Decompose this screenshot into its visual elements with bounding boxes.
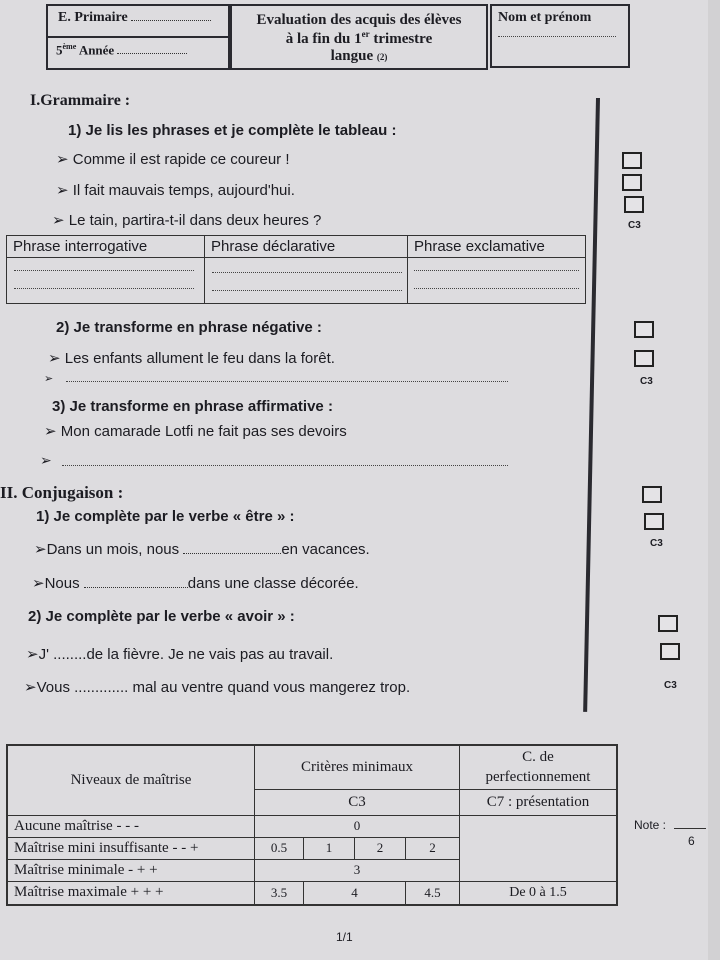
arrow-icon: ➢: [40, 452, 52, 468]
sentence-2-text: Il fait mauvais temps, aujourd'hui.: [72, 182, 295, 199]
affirmative-sentence-text: Mon camarade Lotfi ne fait pas ses devoirs: [60, 423, 347, 440]
conjugaison-q1: 1) Je complète par le verbe « être » :: [36, 508, 295, 525]
score-checkbox[interactable]: [658, 615, 678, 632]
dotline: [414, 270, 579, 271]
grid-value: 4.5: [406, 881, 460, 905]
header-box-name: [490, 4, 630, 68]
dotline: [212, 290, 402, 291]
criteria-label: C3: [664, 680, 677, 691]
sentence-3: [52, 211, 321, 229]
grade-label: Année: [78, 42, 115, 58]
etre-blank-2[interactable]: [84, 587, 188, 588]
grid-row-label: Maîtrise minimale - + +: [7, 859, 255, 881]
criteria-label: C3: [640, 376, 653, 387]
criteria-label: C3: [650, 538, 663, 549]
header-box-school: [46, 4, 230, 70]
page-number: 1/1: [336, 930, 353, 944]
score-checkbox[interactable]: [622, 152, 642, 169]
title-line2-end: trimestre: [369, 31, 433, 47]
sentence-1-text: Comme il est rapide ce coureur !: [72, 151, 290, 168]
arrow-icon: ➢: [56, 182, 69, 199]
sentence-3-text: Le tain, partira-t-il dans deux heures ?: [68, 212, 322, 229]
cell-declarative[interactable]: [205, 258, 408, 304]
grid-row-label: Aucune maîtrise - - -: [7, 815, 255, 837]
score-checkbox[interactable]: [634, 321, 654, 338]
note-fraction-line: [674, 828, 706, 829]
avoir-line-1-text: J' ........de la fièvre. Je ne vais pas au travail.: [38, 646, 334, 663]
dotline: [14, 270, 194, 271]
title-sup: er: [361, 29, 370, 39]
score-checkbox[interactable]: [644, 513, 664, 530]
margin-line: [583, 98, 600, 712]
dotline: [14, 288, 194, 289]
etre-line-2: [32, 574, 359, 592]
grid-header-criteria: Critères minimaux: [255, 745, 460, 789]
score-checkbox[interactable]: [622, 174, 642, 191]
grid-value: 2: [355, 837, 406, 859]
negative-sentence-text: Les enfants allument le feu dans la forêt.: [64, 350, 335, 367]
arrow-icon: ➢: [44, 423, 57, 440]
arrow-icon: ➢: [34, 541, 47, 558]
title-line3: langue: [330, 48, 374, 64]
section-conjugaison-heading: II. Conjugaison :: [0, 483, 124, 502]
score-checkbox[interactable]: [634, 350, 654, 367]
arrow-icon: ➢: [56, 151, 69, 168]
grid-header-levels: Niveaux de maîtrise: [7, 745, 255, 815]
th-declarative: Phrase déclarative: [205, 236, 408, 258]
score-checkbox[interactable]: [660, 643, 680, 660]
title-line2: à la fin du 1: [285, 31, 362, 47]
sentence-2: [56, 181, 295, 199]
etre-blank-1[interactable]: [183, 553, 281, 554]
avoir-line-2-text: Vous ............. mal au ventre quand vous mangerez trop.: [36, 679, 411, 696]
name-label: Nom et prénom: [498, 10, 592, 25]
score-checkbox[interactable]: [624, 196, 644, 213]
school-dots: [131, 20, 211, 21]
note-label: Note :: [634, 818, 667, 832]
criteria-label: C3: [628, 220, 641, 231]
conjugaison-q2: 2) Je complète par le verbe « avoir » :: [28, 608, 295, 625]
etre-line-2-post: dans une classe décorée.: [187, 575, 359, 592]
school-label: E. Primaire: [58, 10, 128, 25]
grade-dots: [117, 53, 187, 54]
grid-header-c3: C3: [255, 789, 460, 815]
grid-header-perfection-1: C. de: [522, 749, 554, 766]
avoir-line-2: [24, 678, 410, 696]
grammaire-q1: 1) Je lis les phrases et je complète le tableau :: [68, 122, 397, 139]
grammaire-q2: 2) Je transforme en phrase négative :: [56, 319, 322, 336]
name-field-line[interactable]: [498, 36, 616, 37]
arrow-icon: ➢: [24, 679, 37, 696]
etre-line-1-pre: Dans un mois, nous: [46, 541, 180, 558]
negative-sentence: [48, 349, 335, 367]
affirmative-answer-line[interactable]: [62, 465, 508, 466]
grid-perf-empty: [460, 815, 618, 881]
title-line1: Evaluation des acquis des élèves: [256, 12, 462, 28]
arrow-icon: ➢: [26, 646, 39, 663]
grid-value: 4: [304, 881, 406, 905]
grid-value: 3: [255, 859, 460, 881]
negative-answer-line[interactable]: [66, 381, 508, 382]
grid-value: 2: [406, 837, 460, 859]
header-box-title: [230, 4, 488, 70]
note-denominator: 6: [688, 834, 695, 848]
score-checkbox[interactable]: [642, 486, 662, 503]
arrow-icon: ➢: [48, 350, 61, 367]
grid-value: 0.5: [255, 837, 304, 859]
grid-header-c7: C7 : présentation: [460, 789, 618, 815]
section-grammaire-heading: I.Grammaire :: [30, 92, 131, 109]
arrow-icon: ➢: [44, 373, 54, 385]
dotline: [414, 288, 579, 289]
grid-value: 0: [255, 815, 460, 837]
grade-sup: ème: [62, 42, 77, 51]
arrow-icon: ➢: [52, 212, 65, 229]
grid-row-label: Maîtrise maximale + + +: [7, 881, 255, 905]
mastery-grid: [6, 744, 618, 906]
grid-value: 1: [304, 837, 355, 859]
dotline: [212, 272, 402, 273]
grid-header-perfection: [460, 745, 618, 789]
grammaire-q3: 3) Je transforme en phrase affirmative :: [52, 398, 333, 415]
grid-header-perfection-2: perfectionnement: [485, 769, 591, 786]
arrow-icon: ➢: [32, 575, 45, 592]
th-interrogative: Phrase interrogative: [7, 236, 205, 258]
avoir-line-1: [26, 645, 333, 663]
th-exclamative: Phrase exclamative: [408, 236, 586, 258]
cell-interrogative[interactable]: [7, 258, 205, 304]
etre-line-1-post: en vacances.: [281, 541, 370, 558]
etre-line-1: [34, 540, 370, 558]
sentence-1: [56, 150, 290, 168]
affirmative-sentence: [44, 422, 347, 440]
grade-number: 5: [56, 42, 63, 58]
title-line3-num: (2): [376, 52, 388, 62]
cell-exclamative[interactable]: [408, 258, 586, 304]
etre-line-2-pre: Nous: [44, 575, 80, 592]
grid-perf-value: De 0 à 1.5: [460, 881, 618, 905]
grid-row-label: Maîtrise mini insuffisante - - +: [7, 837, 255, 859]
grid-value: 3.5: [255, 881, 304, 905]
